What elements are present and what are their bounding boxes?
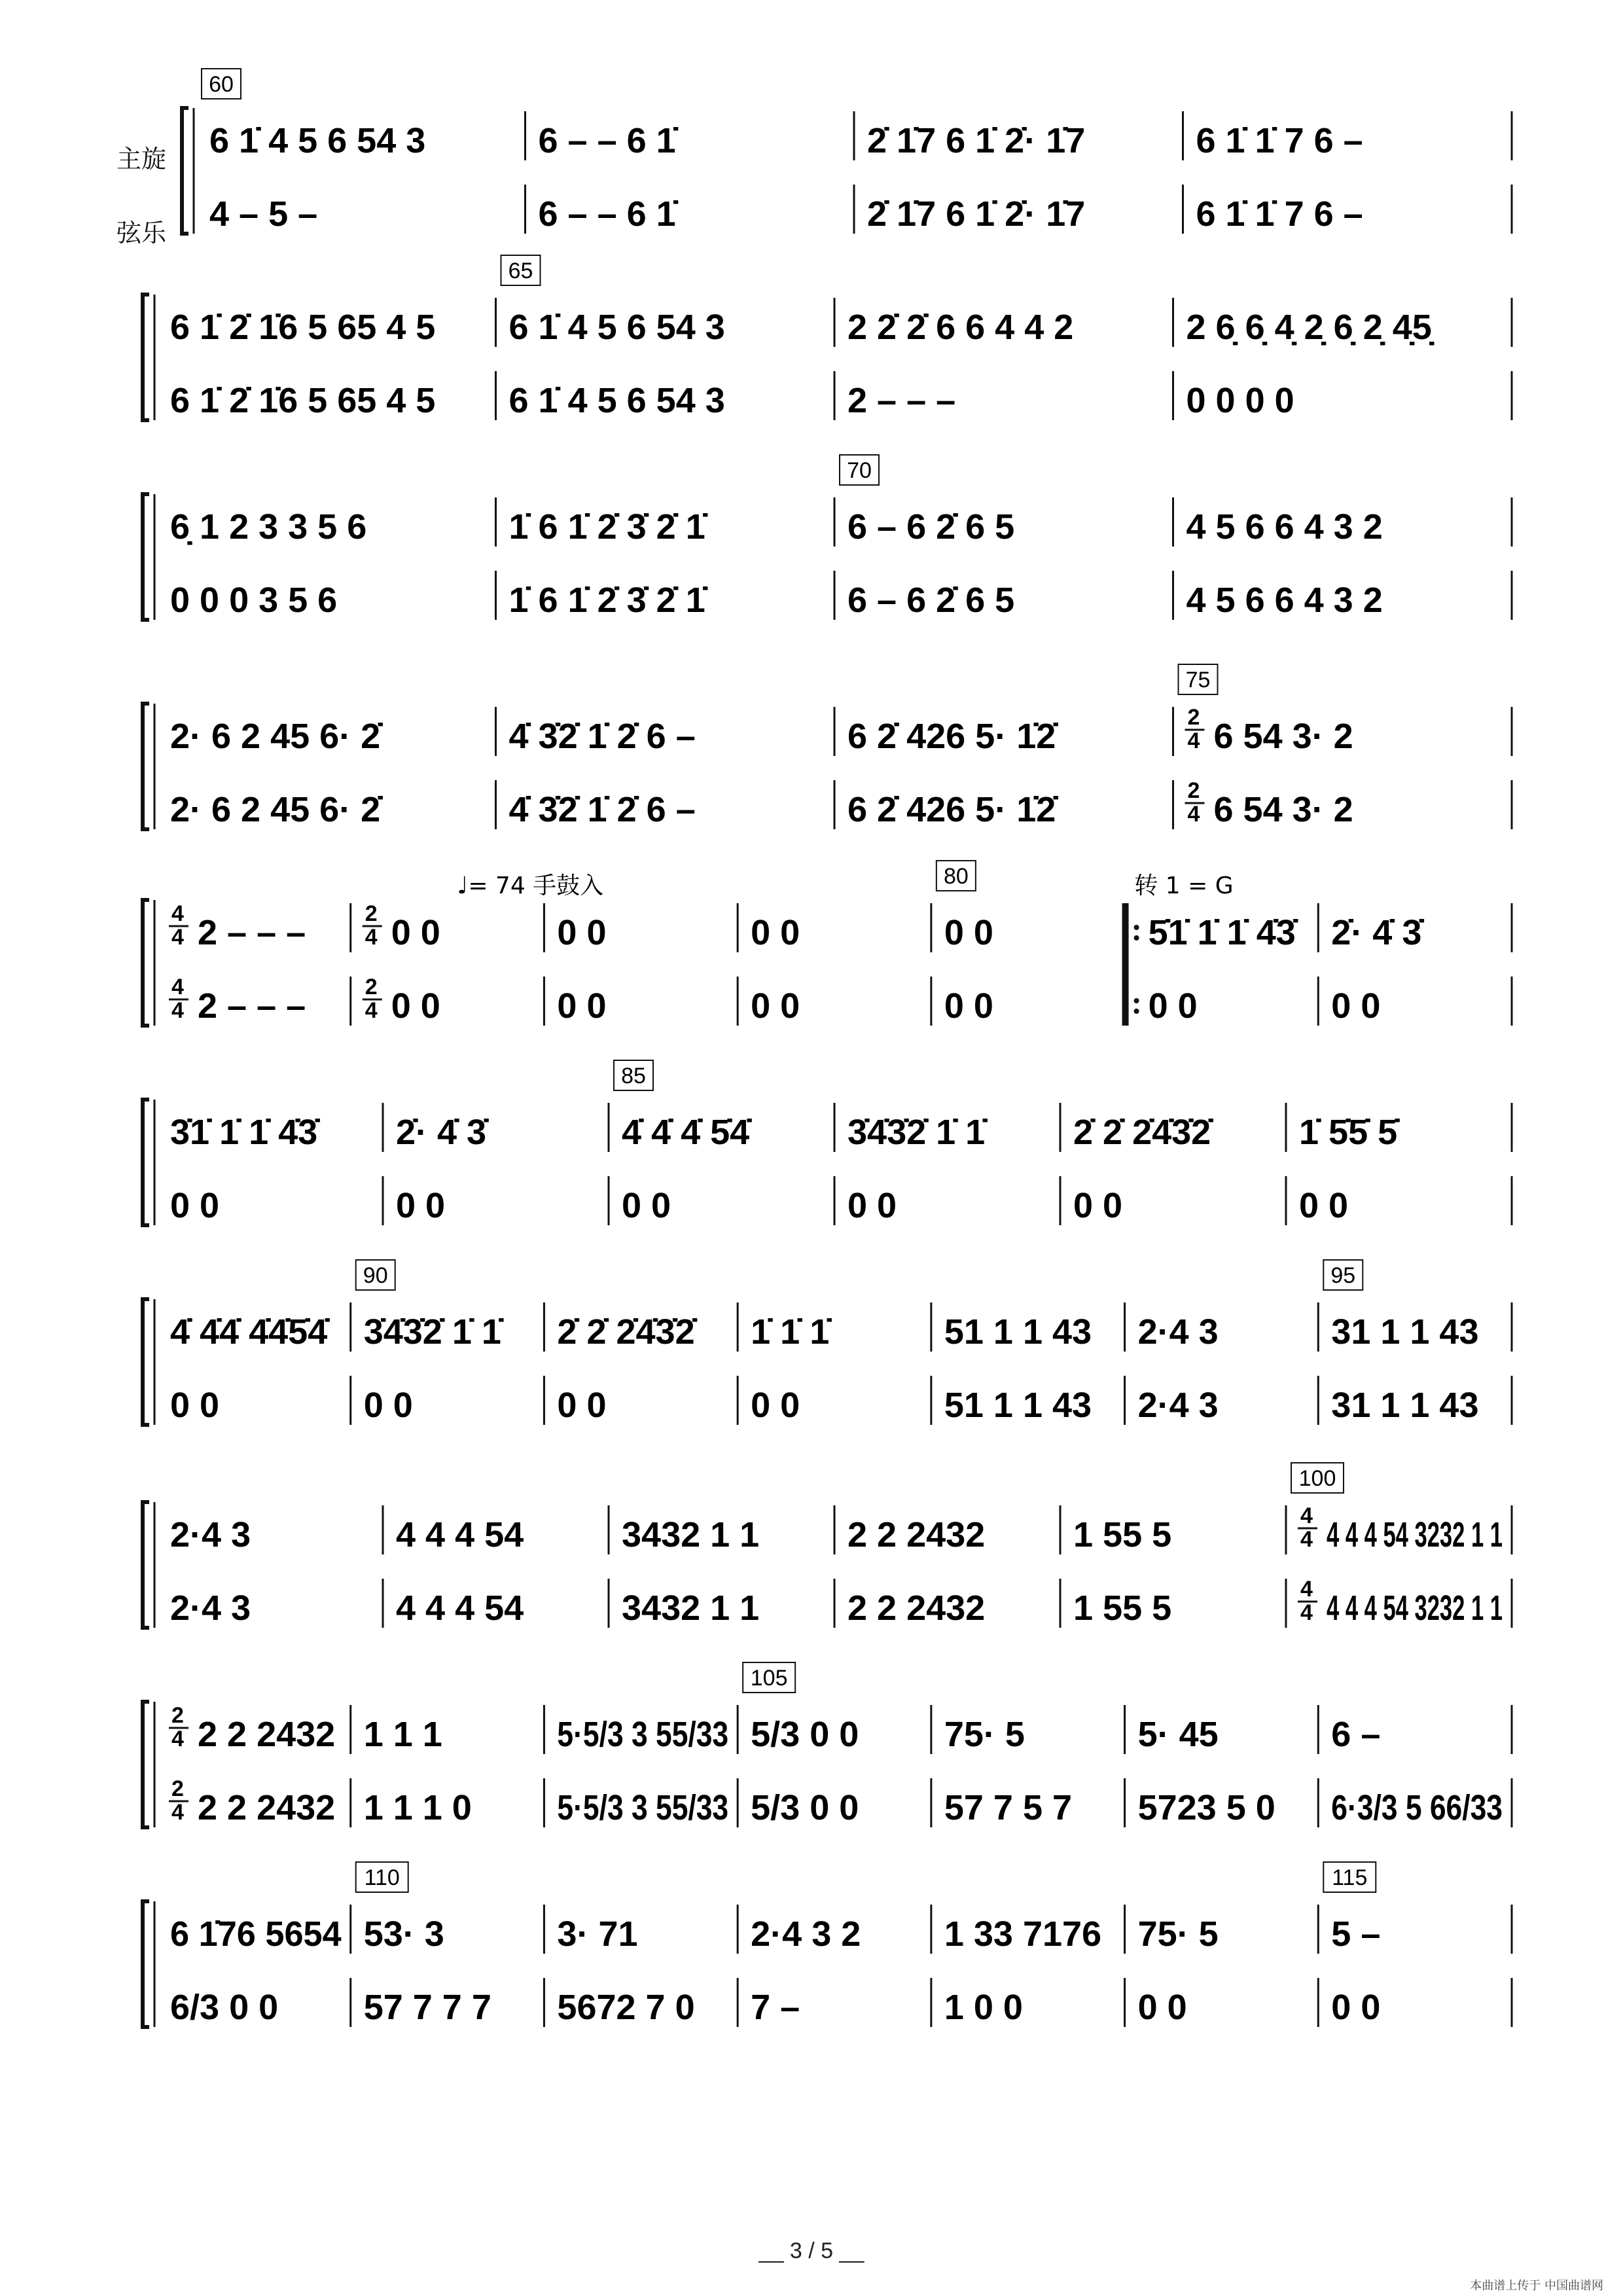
melody-measure-notes: 5̇1̇ 1̇ 1̇ 4̇3̇ <box>1148 913 1296 952</box>
part-label-melody: 主旋 <box>116 145 167 173</box>
melody-measure-notes: 6 – 6 2̇ 6 5 <box>847 507 1015 547</box>
strings-measure-notes: 0 0 <box>557 986 607 1026</box>
system-bracket <box>143 1502 149 1628</box>
strings-measure-notes: 0 0 <box>557 1386 607 1425</box>
melody-measure-notes: 2̇· 4̇ 3̇ <box>396 1113 487 1152</box>
system-bracket <box>143 1299 149 1425</box>
strings-measure-notes: 0 0 <box>363 1386 413 1425</box>
strings-measure-notes: 6 – 6 2̇ 6 5 <box>847 581 1015 620</box>
strings-measure-notes: 3432 1 1 <box>622 1588 760 1628</box>
melody-measure-notes: 2 2 2432 <box>847 1515 986 1554</box>
rehearsal-mark-number: 90 <box>363 1263 388 1288</box>
melody-measure-notes: 0 0 <box>557 913 607 952</box>
strings-measure-notes: 0 0 0 0 <box>1186 381 1294 420</box>
strings-measure-notes: 4 4 4 54 3232 1 1 <box>1327 1588 1503 1628</box>
system-bracket <box>143 494 149 620</box>
melody-measure-notes: 5/3 0 0 <box>751 1715 859 1754</box>
strings-measure-notes: 4 4 4 54 <box>396 1588 524 1628</box>
strings-measure-notes: 5672 7 0 <box>557 1988 695 2027</box>
melody-measure-notes: 5· 45 <box>1137 1715 1219 1754</box>
time-signature-top: 2 <box>171 1703 184 1728</box>
melody-measure-notes: 2̇ 2̇ 2̇4̇3̇2̇ <box>1073 1113 1211 1152</box>
melody-measure-notes: 6 1̇ 2̇ 1̇6 5 65 4 5 <box>170 308 436 347</box>
melody-measure-notes: 4̇ 3̇2̇ 1̇ 2̇ 6 – <box>508 717 696 756</box>
melody-measure-notes: 6 1̇ 4 5 6 54 3 <box>209 121 426 160</box>
strings-measure-notes: 5·5/3 3 55/33 <box>557 1788 729 1827</box>
melody-measure-notes: 2· 6 2 45 6· 2̇ <box>170 717 381 756</box>
melody-measure-notes: 1 55 5 <box>1073 1515 1172 1554</box>
melody-measure-notes: 31 1 1 43 <box>1331 1312 1479 1352</box>
melody-measure-notes: 0 0 <box>391 913 440 952</box>
strings-measure-notes: 0 0 0 3 5 6 <box>170 581 338 620</box>
key-change-marking: 转 1 = G <box>1134 872 1234 899</box>
time-signature-top: 2 <box>365 901 378 926</box>
melody-measure-notes: 5 – <box>1331 1914 1381 1954</box>
strings-measure-notes: 6 1̇ 4 5 6 54 3 <box>508 381 725 420</box>
strings-measure-notes: 0 0 <box>170 1386 220 1425</box>
strings-measure-notes: 57 7 7 7 <box>363 1988 491 2027</box>
rehearsal-mark-number: 105 <box>750 1666 788 1691</box>
strings-measure-notes: 5723 5 0 <box>1137 1788 1275 1827</box>
time-signature-bottom: 4 <box>171 1727 184 1751</box>
melody-measure-notes: 1̇ 6 1̇ 2̇ 3̇ 2̇ 1̇ <box>508 507 705 547</box>
melody-measure-notes: 75· 5 <box>1137 1914 1219 1954</box>
strings-measure-notes: 51 1 1 43 <box>944 1386 1092 1425</box>
strings-measure-notes: 2 2 2432 <box>198 1788 336 1827</box>
strings-measure-notes: 4 5 6 6 4 3 2 <box>1186 581 1383 620</box>
rehearsal-mark-number: 60 <box>209 72 234 97</box>
strings-measure-notes: 6/3 0 0 <box>170 1988 279 2027</box>
time-signature-bottom: 4 <box>365 998 378 1023</box>
strings-measure-notes: 6 2̇ 426 5· 1̇2̇ <box>847 790 1056 829</box>
strings-measure-notes: 0 0 <box>170 1186 220 1225</box>
strings-measure-notes: 7 – <box>751 1988 800 2027</box>
melody-measure-notes: 5·5/3 3 55/33 <box>557 1715 729 1754</box>
strings-measure-notes: 6 54 3· 2 <box>1213 790 1353 829</box>
strings-measure-notes: 5/3 0 0 <box>751 1788 859 1827</box>
strings-measure-notes: 0 0 <box>847 1186 897 1225</box>
melody-measure-notes: 51 1 1 43 <box>944 1312 1092 1352</box>
time-signature-top: 2 <box>1187 778 1200 803</box>
melody-measure-notes: 6 2̇ 426 5· 1̇2̇ <box>847 717 1056 756</box>
melody-measure-notes: 2̇ 1̇7 6 1̇ 2̇· 1̇7 <box>867 121 1086 160</box>
repeat-dot <box>1134 998 1139 1003</box>
melody-measure-notes: 1 1 1 <box>363 1715 442 1754</box>
strings-measure-notes: 1 55 5 <box>1073 1588 1172 1628</box>
system-bracket <box>143 1901 149 2027</box>
strings-measure-notes: 6 1̇ 2̇ 1̇6 5 65 4 5 <box>170 381 436 420</box>
rehearsal-mark-number: 75 <box>1185 668 1211 692</box>
rehearsal-mark-number: 85 <box>621 1064 646 1088</box>
repeat-dot <box>1134 1009 1139 1014</box>
melody-measure-notes: 75· 5 <box>944 1715 1025 1754</box>
part-label-strings: 弦乐 <box>116 219 167 247</box>
melody-measure-notes: 2·4 3 2 <box>751 1914 861 1954</box>
melody-measure-notes: 2 2̇ 2̇ 6 6 4 4 2 <box>847 308 1074 347</box>
strings-measure-notes: 2·4 3 <box>1137 1386 1219 1425</box>
strings-measure-notes: 0 0 <box>751 986 800 1026</box>
strings-measure-notes: 2 – – – <box>847 381 956 420</box>
system-bracket <box>143 295 149 420</box>
time-signature-bottom: 4 <box>171 1800 184 1825</box>
melody-measure-notes: 6̣ 1 2 3 3 5 6 <box>170 507 367 547</box>
time-signature-bottom: 4 <box>1300 1600 1313 1625</box>
rehearsal-mark-number: 70 <box>847 458 872 483</box>
site-credit: 本曲谱上传于 中国曲谱网 <box>1470 2279 1603 2293</box>
melody-measure-notes: 4 4 4 54 3232 1 1 <box>1327 1515 1503 1554</box>
melody-measure-notes: 3432 1 1 <box>622 1515 760 1554</box>
strings-measure-notes: 0 0 <box>1299 1186 1349 1225</box>
melody-measure-notes: 6 – <box>1331 1715 1381 1754</box>
rehearsal-mark-number: 95 <box>1330 1263 1356 1288</box>
rehearsal-mark-number: 65 <box>508 259 533 283</box>
time-signature-bottom: 4 <box>171 925 184 950</box>
time-signature-bottom: 4 <box>365 925 378 950</box>
system-bracket <box>143 1702 149 1827</box>
strings-measure-notes: 6 – – 6 1̇ <box>538 194 676 234</box>
system-bracket <box>182 108 188 234</box>
time-signature-bottom: 4 <box>171 998 184 1023</box>
time-signature-bottom: 4 <box>1187 802 1200 827</box>
melody-measure-notes: 3̇4̇3̇2̇ 1̇ 1̇ <box>847 1113 986 1152</box>
melody-measure-notes: 0 0 <box>944 913 993 952</box>
repeat-dot <box>1134 935 1139 941</box>
melody-measure-notes: 4̇ 4̇4̇ 4̇4̇5̇4̇ <box>170 1312 328 1352</box>
strings-measure-notes: 1 1 1 0 <box>363 1788 472 1827</box>
strings-measure-notes: 1̇ 6 1̇ 2̇ 3̇ 2̇ 1̇ <box>508 581 705 620</box>
time-signature-top: 4 <box>1300 1503 1313 1528</box>
melody-measure-notes: 2̇· 4̇ 3̇ <box>1331 913 1422 952</box>
melody-measure-notes: 2 – – – <box>198 913 306 952</box>
melody-measure-notes: 2 2 2432 <box>198 1715 336 1754</box>
strings-measure-notes: 0 0 <box>944 986 993 1026</box>
strings-measure-notes: 57 7 5 7 <box>944 1788 1073 1827</box>
melody-measure-notes: 3̇1̇ 1̇ 1̇ 4̇3̇ <box>170 1113 318 1152</box>
rehearsal-mark-number: 110 <box>364 1865 400 1890</box>
strings-measure-notes: 0 0 <box>751 1386 800 1425</box>
strings-measure-notes: 2̇ 1̇7 6 1̇ 2̇· 1̇7 <box>867 194 1086 234</box>
melody-measure-notes: 4̇ 4̇ 4̇ 5̇4̇ <box>622 1113 750 1152</box>
rehearsal-mark-number: 80 <box>943 864 969 889</box>
repeat-start-barline <box>1122 903 1129 1026</box>
strings-measure-notes: 6·3/3 5 66/33 <box>1331 1788 1503 1827</box>
strings-measure-notes: 0 0 <box>396 1186 446 1225</box>
melody-measure-notes: 1 33 7176 <box>944 1914 1102 1954</box>
time-signature-bottom: 4 <box>1300 1527 1313 1552</box>
melody-measure-notes: 6 – – 6 1̇ <box>538 121 676 160</box>
melody-measure-notes: 3· 71 <box>557 1914 638 1954</box>
melody-measure-notes: 53· 3 <box>363 1914 444 1954</box>
strings-measure-notes: 2 – – – <box>198 986 306 1026</box>
system-bracket <box>143 900 149 1026</box>
strings-measure-notes: 0 0 <box>1137 1988 1187 2027</box>
strings-measure-notes: 6 1̇ 1̇ 7 6 – <box>1196 194 1363 234</box>
time-signature-top: 4 <box>171 975 184 999</box>
strings-measure-notes: 1 0 0 <box>944 1988 1023 2027</box>
time-signature-top: 2 <box>171 1776 184 1801</box>
page-number: __ 3 / 5 __ <box>758 2238 865 2263</box>
strings-measure-notes: 0 0 <box>1331 1988 1381 2027</box>
melody-measure-notes: 2 6̣ 6̣ 4̣ 2̣ 6̣ 2̣ 4̣5̣ <box>1186 308 1432 347</box>
melody-measure-notes: 2̇ 2̇ 2̇4̇3̇2̇ <box>557 1312 695 1352</box>
rehearsal-mark-number: 100 <box>1298 1466 1336 1491</box>
strings-measure-notes: 31 1 1 43 <box>1331 1386 1479 1425</box>
melody-measure-notes: 4 5 6 6 4 3 2 <box>1186 507 1383 547</box>
melody-measure-notes: 6 1̇ 1̇ 7 6 – <box>1196 121 1363 160</box>
time-signature-top: 4 <box>1300 1577 1313 1602</box>
strings-measure-notes: 0 0 <box>622 1186 671 1225</box>
strings-measure-notes: 4̇ 3̇2̇ 1̇ 2̇ 6 – <box>508 790 696 829</box>
melody-measure-notes: 3̇4̇3̇2̇ 1̇ 1̇ <box>363 1312 501 1352</box>
melody-measure-notes: 6 1̇76 5654 <box>170 1914 342 1954</box>
melody-measure-notes: 6 1̇ 4 5 6 54 3 <box>508 308 725 347</box>
melody-measure-notes: 6 54 3· 2 <box>1213 717 1353 756</box>
melody-measure-notes: 2·4 3 <box>1137 1312 1219 1352</box>
time-signature-top: 4 <box>171 901 184 926</box>
melody-measure-notes: 4 4 4 54 <box>396 1515 524 1554</box>
strings-measure-notes: 0 0 <box>1148 986 1198 1026</box>
strings-measure-notes: 2 2 2432 <box>847 1588 986 1628</box>
tempo-marking: ♩= 74 手鼓入 <box>457 872 604 899</box>
time-signature-bottom: 4 <box>1187 728 1200 753</box>
melody-measure-notes: 1̇ 5̇5̇ 5̇ <box>1299 1113 1398 1152</box>
time-signature-top: 2 <box>365 975 378 999</box>
melody-measure-notes: 1̇ 1̇ 1̇ <box>751 1312 830 1352</box>
melody-measure-notes: 2·4 3 <box>170 1515 251 1554</box>
repeat-dot <box>1134 925 1139 930</box>
strings-measure-notes: 0 0 <box>1073 1186 1123 1225</box>
time-signature-top: 2 <box>1187 705 1200 730</box>
strings-measure-notes: 0 0 <box>391 986 440 1026</box>
strings-measure-notes: 4 – 5 – <box>209 194 318 234</box>
rehearsal-mark-number: 115 <box>1332 1865 1368 1890</box>
melody-measure-notes: 0 0 <box>751 913 800 952</box>
system-bracket <box>143 704 149 829</box>
system-bracket <box>143 1100 149 1225</box>
strings-measure-notes: 0 0 <box>1331 986 1381 1026</box>
strings-measure-notes: 2·4 3 <box>170 1588 251 1628</box>
strings-measure-notes: 2· 6 2 45 6· 2̇ <box>170 790 381 829</box>
